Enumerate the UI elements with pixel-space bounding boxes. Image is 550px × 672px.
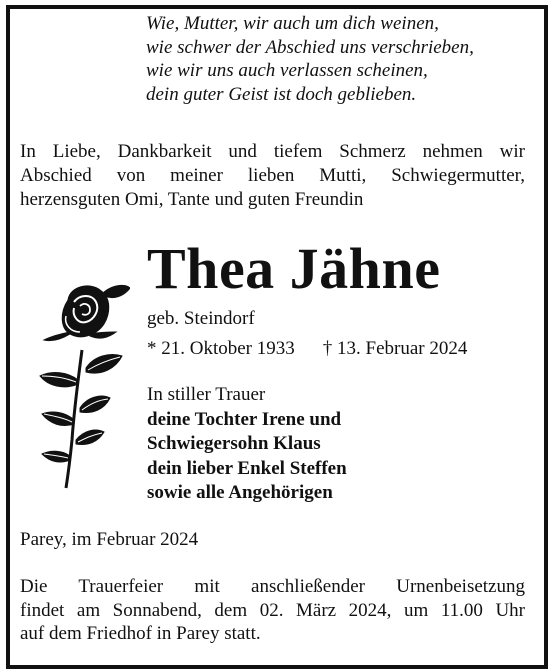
mourners: [147, 383, 347, 506]
mourner-line: dein lieber Enkel Steffen: [147, 457, 347, 479]
funeral-line: Die Trauerfeier mit anschließender Urnenbeisetzung: [20, 576, 525, 597]
intro-line: herzensguten Omi, Tante und guten Freundin: [20, 189, 364, 210]
mourners-intro: In stiller Trauer: [147, 384, 266, 405]
deceased-name: Thea Jähne: [147, 236, 441, 301]
intro-line: In Liebe, Dankbarkeit und tiefem Schmerz nehmen wir: [20, 141, 525, 162]
funeral-info: [20, 575, 525, 646]
birth-date: * 21. Oktober 1933: [147, 338, 295, 359]
intro-text: [20, 140, 525, 212]
funeral-line: auf dem Friedhof in Parey statt.: [20, 623, 261, 644]
poem: [146, 12, 474, 106]
born-name: geb. Steindorf: [147, 308, 255, 329]
intro-line: Abschied von meiner lieben Mutti, Schwiegermutter,: [20, 165, 525, 186]
mourner-line: Schwiegersohn Klaus: [147, 433, 321, 454]
place-date: Parey, im Februar 2024: [20, 529, 199, 550]
mourner-line: deine Tochter Irene und: [147, 408, 342, 430]
poem-line: Wie, Mutter, wir auch um dich weinen,: [146, 13, 439, 34]
poem-line: dein guter Geist ist doch geblieben.: [146, 83, 417, 105]
mourner-line: sowie alle Angehörigen: [147, 482, 333, 503]
rose-icon: [30, 280, 130, 490]
life-dates: [147, 337, 467, 361]
poem-line: wie schwer der Abschied uns verschrieben,: [146, 36, 474, 58]
funeral-line: findet am Sonnabend, dem 02. März 2024, um 11.00 Uhr: [20, 599, 525, 621]
death-date: † 13. Februar 2024: [322, 338, 468, 359]
poem-line: wie wir uns auch verlassen scheinen,: [146, 60, 428, 81]
